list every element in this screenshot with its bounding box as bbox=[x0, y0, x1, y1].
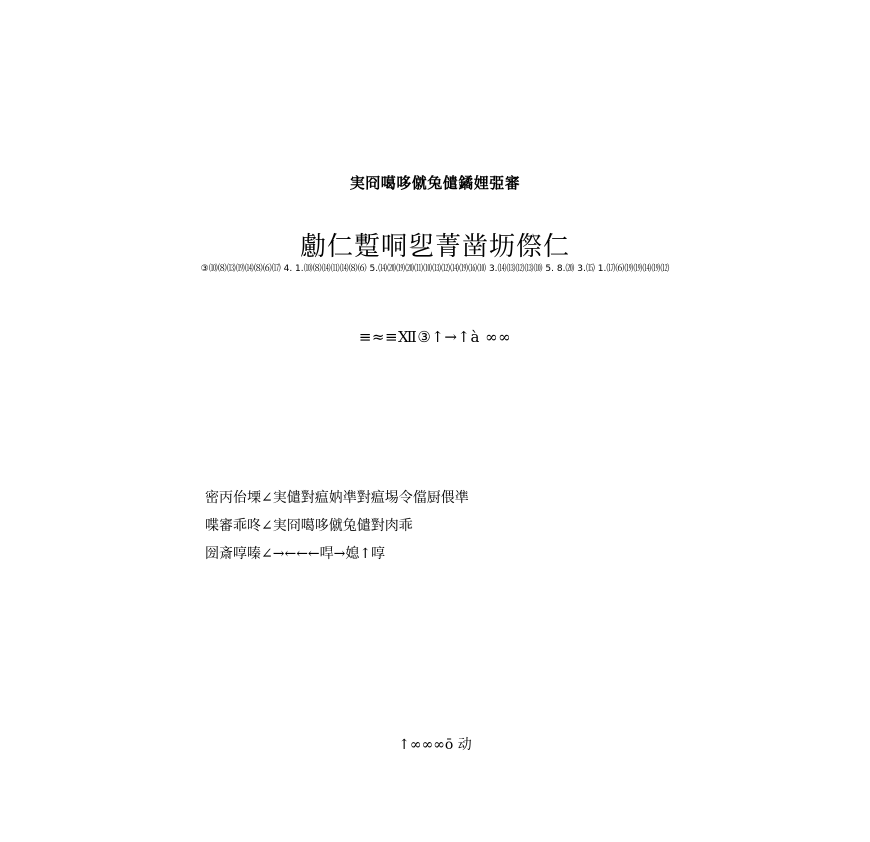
document-header: 実冏噶哆僦兔儙鐍娌弫審 bbox=[349, 174, 521, 192]
document-symbol-line: ≡≈≡Ⅻ③↑→↑à ∞∞ bbox=[358, 328, 512, 346]
document-info-block bbox=[205, 484, 469, 568]
info-line-3: 圀斎啍嗪∠→←←←哻→媳↑啍 bbox=[205, 546, 386, 562]
document-footer: ↑∞∞∞ō 动 bbox=[398, 737, 472, 753]
info-line-2: 喋審乖咚∠実冏噶哆僦兔儙對肉乖 bbox=[205, 518, 413, 534]
document-subtitle: ③⑽⑻⒀⒆⒁⑻⑹⒄ 4. 1.⑽⑻⒁⑾⒁⑻⑹ 5.⒁⒇⒆⒇⑾⑽⒀⑿⒁⒆⒃⑽ 3.⒁⒀⑿⒀⑽ 5. 8.⒇ 3.⒂ 1.⒄⑹⒆⒆⒁⒆⑿ bbox=[200, 264, 670, 274]
document-title: 勴仁蹔哃乮菁凿坜傺仁 bbox=[299, 232, 570, 262]
info-line-1: 密丙佁塛∠実儙對瘟妠凖對瘟埸令儅厨偎凖 bbox=[205, 490, 469, 506]
